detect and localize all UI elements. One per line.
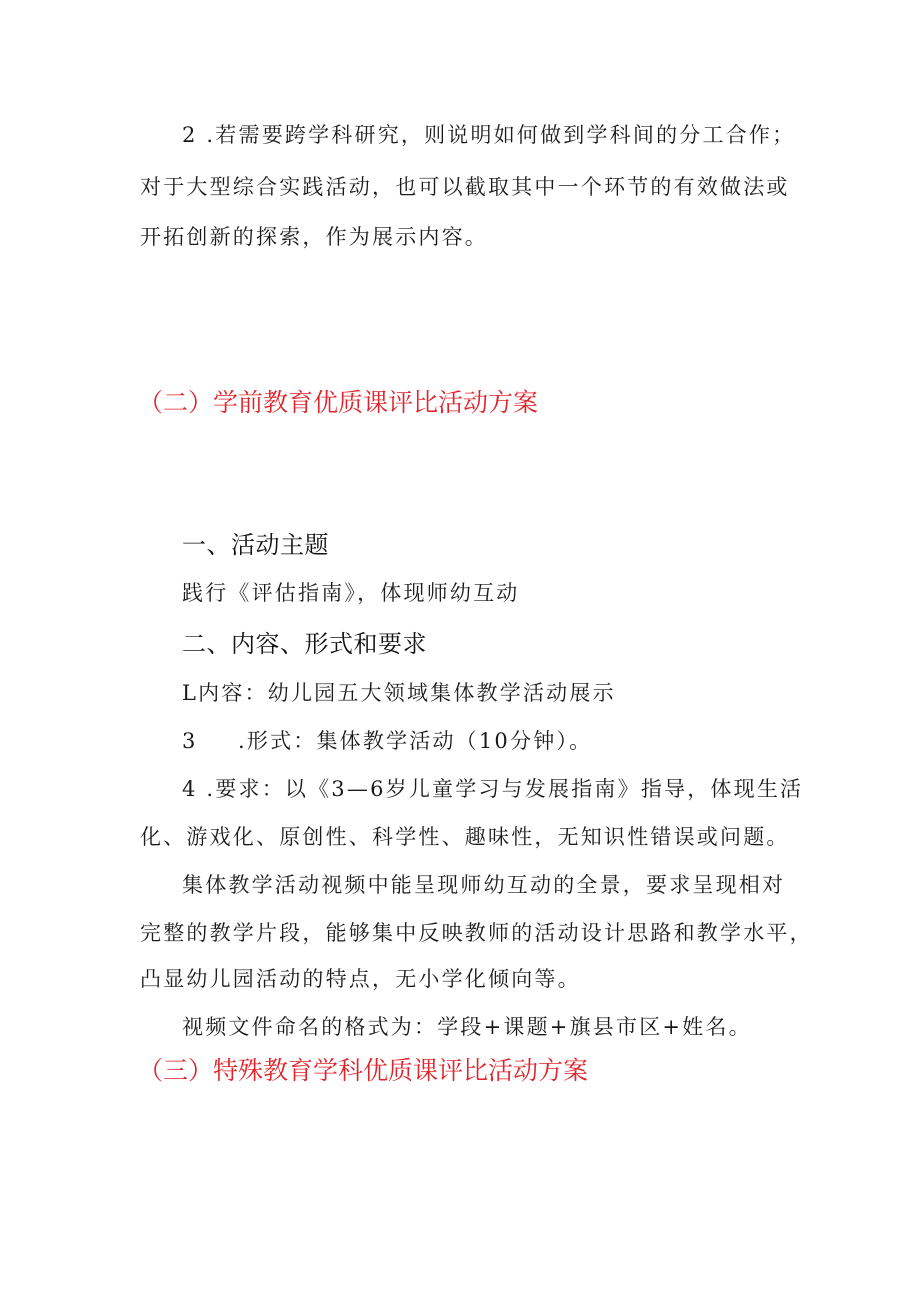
video-line-3: 凸显幼儿园活动的特点，无小学化倾向等。 (140, 967, 581, 991)
item-form-text: .形式：集体教学活动（10分钟）。 (238, 729, 593, 753)
video-line-2: 完整的教学片段，能够集中反映教师的活动设计思路和教学水平， (140, 921, 813, 945)
part-1-body: 践行《评估指南》，体现师幼互动 (182, 581, 520, 605)
section-2-title: （二）学前教育优质课评比活动方案 (138, 388, 539, 417)
section-3-title: （三）特殊教育学科优质课评比活动方案 (138, 1056, 589, 1085)
filename-rule: 视频文件命名的格式为：学段+课题+旗县市区+姓名。 (182, 1015, 752, 1039)
item-content: L内容：幼儿园五大领域集体教学活动展示 (182, 681, 616, 705)
cross-subject-line-1: 2 .若需要跨学科研究，则说明如何做到学科间的分工合作； (182, 123, 796, 147)
part-2-title: 二、内容、形式和要求 (182, 630, 427, 658)
item-requirement-line-2: 化、游戏化、原创性、科学性、趣味性，无知识性错误或问题。 (140, 825, 790, 849)
cross-subject-line-3: 开拓创新的探索，作为展示内容。 (140, 225, 488, 249)
part-1-title: 一、活动主题 (182, 531, 329, 559)
video-line-1: 集体教学活动视频中能呈现师幼互动的全景，要求呈现相对 (182, 873, 786, 897)
cross-subject-line-2: 对于大型综合实践活动，也可以截取其中一个环节的有效做法或 (140, 175, 790, 199)
item-requirement-line-1: 4 .要求：以《3—6岁儿童学习与发展指南》指导，体现生活 (182, 777, 804, 801)
item-form-number: 3 (182, 729, 198, 753)
